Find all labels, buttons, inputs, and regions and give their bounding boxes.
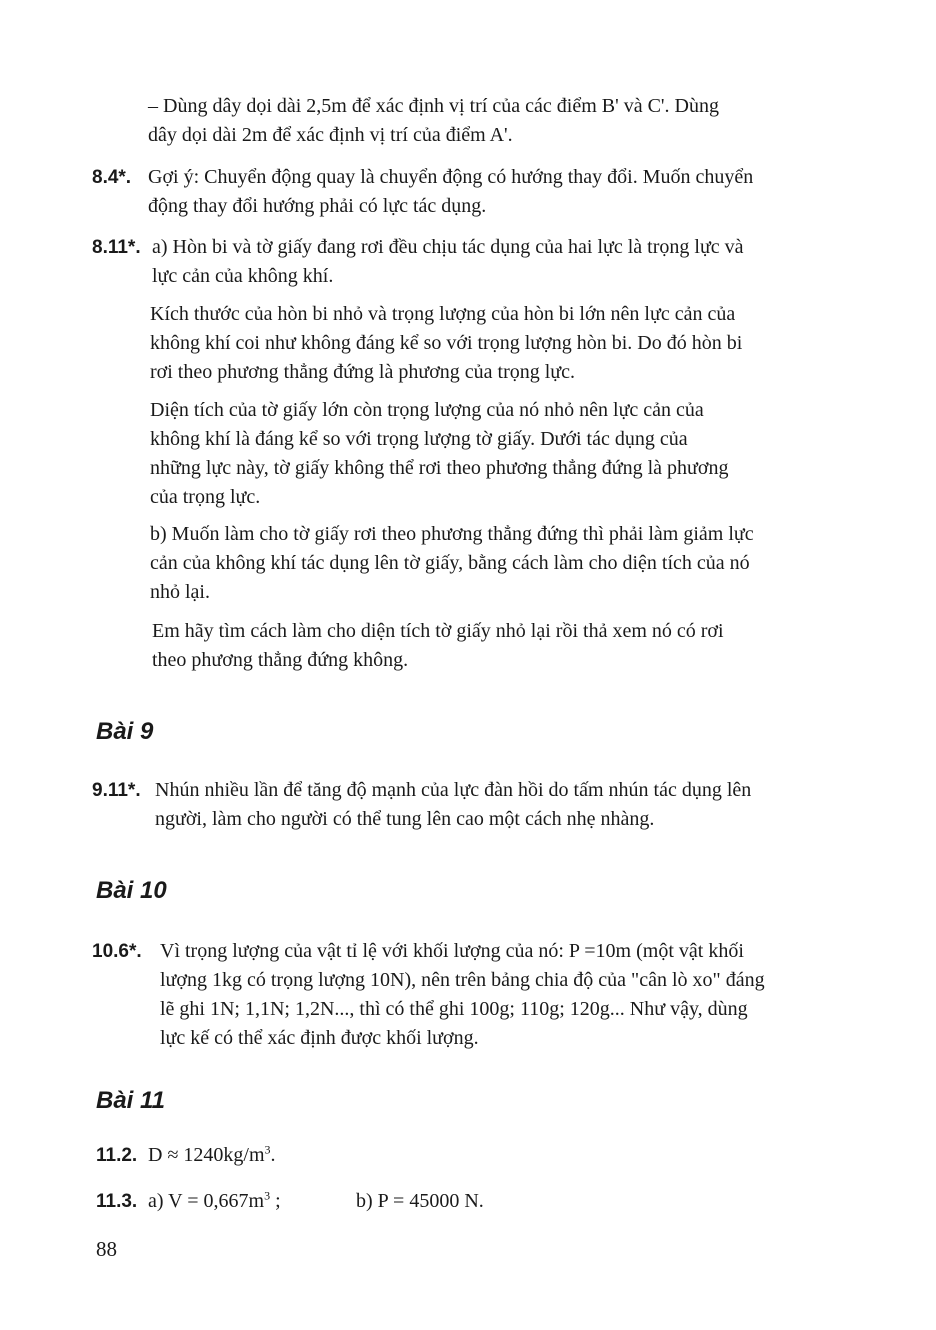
text-line: theo phương thẳng đứng không. — [152, 649, 409, 671]
formula-line — [148, 1187, 348, 1216]
text-line: Vì trọng lượng của vật tỉ lệ với khối lượng của nó: P =10m (một vật khối — [160, 940, 744, 962]
text-line: của trọng lực. — [150, 486, 261, 508]
text-line: rơi theo phương thẳng đứng là phương của trọng lực. — [150, 361, 576, 383]
item-label: 10.6*. — [92, 941, 142, 962]
formula-text: D ≈ 1240kg/m — [148, 1144, 265, 1166]
item-paragraph — [152, 233, 896, 291]
text-line: dây dọi dài 2m để xác định vị trí của điểm A'. — [148, 124, 513, 146]
text-line: không khí coi như không đáng kể so với trọng lượng hòn bi. Do đó hòn bi — [150, 332, 743, 354]
intro-paragraph — [148, 92, 896, 150]
formula — [148, 1141, 548, 1170]
item-paragraph — [155, 776, 896, 834]
item-paragraph — [150, 396, 896, 512]
formula-text: b) P = 45000 N. — [356, 1190, 484, 1212]
text-line: người, làm cho người có thể tung lên cao một cách nhẹ nhàng. — [155, 808, 655, 830]
formula — [148, 1187, 348, 1216]
text-line: – Dùng dây dọi dài 2,5m để xác định vị trí của các điểm B' và C'. Dùng — [148, 95, 719, 117]
text-line: động thay đổi hướng phải có lực tác dụng. — [148, 195, 487, 217]
item-paragraph — [148, 163, 896, 221]
section-heading: Bài 9 — [96, 718, 154, 745]
text-line: Em hãy tìm cách làm cho diện tích tờ giấy nhỏ lại rồi thả xem nó có rơi — [152, 620, 724, 642]
text-line: những lực này, tờ giấy không thể rơi theo phương thẳng đứng là phương — [150, 457, 729, 479]
text-line: b) Muốn làm cho tờ giấy rơi theo phương thẳng đứng thì phải làm giảm lực — [150, 523, 754, 545]
formula-exponent: 3 — [264, 1142, 271, 1157]
formula-line — [356, 1187, 656, 1216]
formula-line — [148, 1141, 548, 1170]
text-line: lực kế có thể xác định được khối lượng. — [160, 1027, 479, 1049]
item-label: 8.11*. — [92, 237, 141, 258]
text-line: Diện tích của tờ giấy lớn còn trọng lượng của nó nhỏ nên lực cản của — [150, 399, 704, 421]
item-label: 9.11*. — [92, 780, 141, 801]
text-line: lực cản của không khí. — [152, 265, 334, 287]
text-line: Gợi ý: Chuyển động quay là chuyển động có hướng thay đổi. Muốn chuyển — [148, 166, 754, 188]
item-label: 8.4*. — [92, 167, 132, 188]
item-label: 11.2. — [96, 1145, 138, 1166]
item-paragraph — [152, 617, 896, 675]
item-label: 11.3. — [96, 1191, 138, 1212]
text-line: lẽ ghi 1N; 1,1N; 1,2N..., thì có thể ghi 100g; 110g; 120g... Như vậy, dùng — [160, 998, 748, 1020]
section-heading: Bài 10 — [96, 877, 167, 904]
text-line: Nhún nhiều lần để tăng độ mạnh của lực đàn hồi do tấm nhún tác dụng lên — [155, 779, 752, 801]
formula-tail: . — [270, 1144, 276, 1166]
text-line: Kích thước của hòn bi nhỏ và trọng lượng của hòn bi lớn nên lực cản của — [150, 303, 736, 325]
formula-tail: ; — [270, 1190, 281, 1212]
section-heading: Bài 11 — [96, 1087, 165, 1114]
formula-exponent: 3 — [264, 1188, 271, 1203]
item-paragraph — [150, 520, 896, 607]
item-paragraph — [160, 937, 896, 1053]
text-line: lượng 1kg có trọng lượng 10N), nên trên bảng chia độ của "cân lò xo" đáng — [160, 969, 765, 991]
item-paragraph — [150, 300, 896, 387]
formula-text: a) V = 0,667m — [148, 1190, 265, 1212]
text-line: a) Hòn bi và tờ giấy đang rơi đều chịu tác dụng của hai lực là trọng lực và — [152, 236, 744, 258]
text-line: cản của không khí tác dụng lên tờ giấy, bằng cách làm cho diện tích của nó — [150, 552, 750, 574]
page-number: 88 — [96, 1237, 117, 1261]
text-line: nhỏ lại. — [150, 581, 210, 603]
text-line: không khí là đáng kể so với trọng lượng tờ giấy. Dưới tác dụng của — [150, 428, 688, 450]
